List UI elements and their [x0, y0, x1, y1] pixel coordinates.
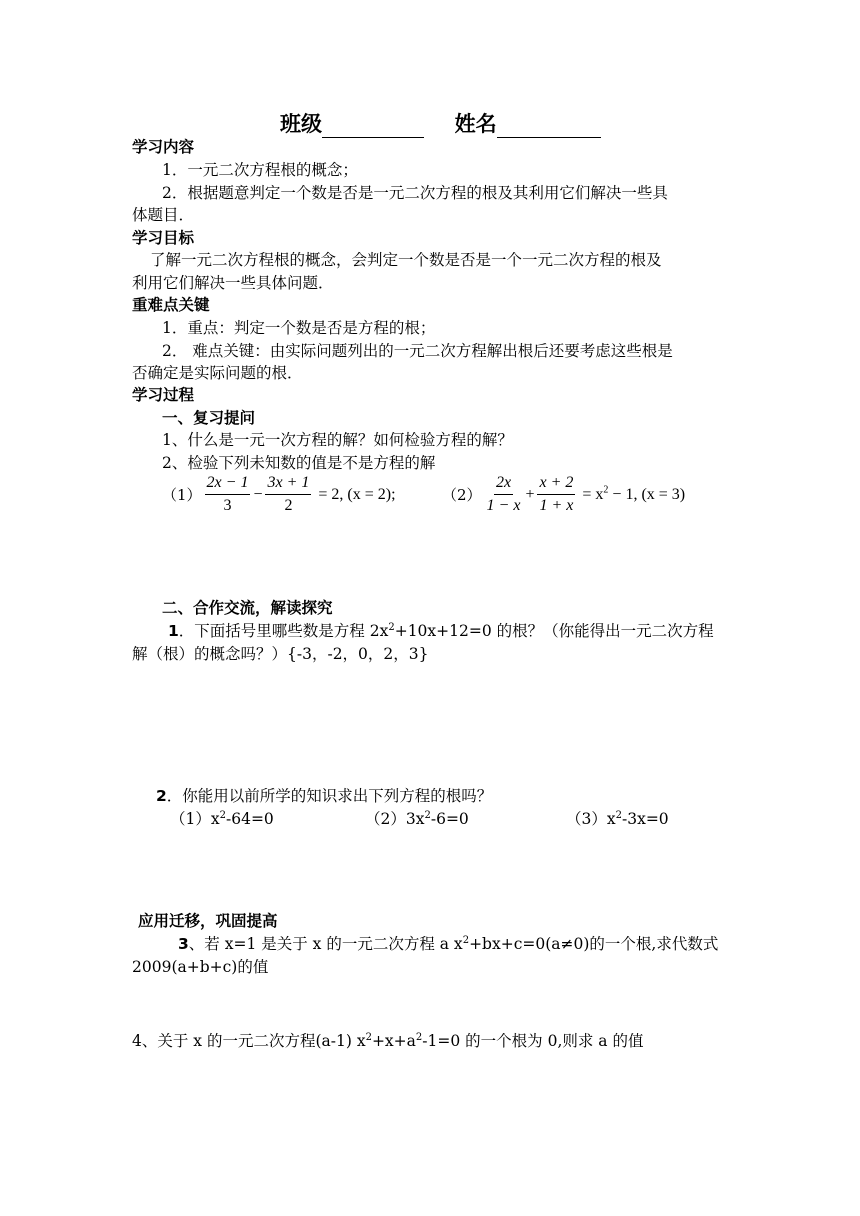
eq-text: （3）x: [566, 810, 616, 828]
fraction: [485, 474, 523, 515]
apply-question-3-text: 、若 x=1 是关于 x 的一元二次方程 a x: [188, 935, 463, 953]
class-label: 班级: [280, 112, 322, 136]
fraction: [205, 474, 251, 515]
coop-question-2-equation-2: [365, 808, 469, 830]
operator: +: [525, 485, 535, 503]
fraction: [537, 474, 575, 515]
coop-question-1-line-2: 解（根）的概念吗？）{-3，-2，0，2，3}: [132, 645, 429, 663]
apply-question-4-text: 4、关于 x 的一元二次方程(a-1) x: [132, 1032, 366, 1050]
apply-question-4-text-mid: +x+a: [371, 1032, 416, 1050]
review-question-2: 2、检验下列未知数的值是不是方程的解: [162, 454, 436, 472]
equation-2: [442, 474, 685, 515]
content-item-1: 1．一元二次方程根的概念；: [162, 161, 358, 179]
apply-question-4-text-rest: -1=0 的一个根为 0,则求 a 的值: [422, 1032, 644, 1050]
eq-text-rest: -64=0: [225, 810, 274, 828]
superscript: 2: [365, 1031, 372, 1043]
superscript: 2: [415, 1031, 423, 1043]
coop-question-1-text-rest: +10x+12=0 的根？（你能得出一元二次方程: [394, 622, 714, 640]
key-item-1: 1．重点：判定一个数是否是方程的根；: [162, 319, 436, 337]
content-item-2-line-1: 2．根据题意判定一个数是否是一元二次方程的根及其利用它们解决一些具: [162, 184, 668, 202]
equation-2-label: （2）: [442, 486, 482, 504]
coop-heading: 二、合作交流，解读探究: [162, 599, 333, 617]
rhs: [582, 486, 685, 504]
class-blank: [322, 117, 424, 138]
superscript: 2: [388, 621, 395, 633]
denominator: 1 + x: [539, 497, 574, 514]
apply-heading: 应用迁移，巩固提高: [138, 912, 278, 930]
eq-text: （2）3x: [365, 810, 425, 828]
equation-1: [162, 474, 396, 515]
goal-line-1: 了解一元二次方程根的概念，会判定一个数是否是一个一元二次方程的根及: [150, 251, 662, 269]
numerator: x + 2: [537, 474, 575, 495]
numerator: 3x + 1: [265, 474, 311, 495]
name-label: 姓名: [454, 112, 497, 136]
coop-question-2-text: ．你能用以前所学的知识求出下列方程的根吗？: [166, 787, 493, 805]
review-question-1: 1、什么是一元一次方程的解？如何检验方程的解？: [162, 431, 513, 449]
apply-question-4: [132, 1030, 643, 1052]
denominator: 3: [223, 497, 232, 514]
fraction: [265, 474, 311, 515]
content-heading: 学习内容: [132, 138, 195, 156]
superscript: 2: [615, 809, 622, 821]
apply-question-3-number: 3: [178, 935, 189, 953]
numerator: 2x: [494, 474, 513, 495]
superscript: 2: [462, 934, 470, 946]
operator: −: [253, 485, 263, 503]
denominator: 2: [284, 497, 293, 514]
coop-question-2: [156, 785, 492, 807]
name-blank: [497, 117, 601, 138]
eq-text: （1）x: [170, 810, 220, 828]
coop-question-2-equation-3: [566, 808, 669, 830]
denominator: 1 − x: [486, 497, 521, 514]
rhs: = 2, (x = 2);: [318, 485, 396, 503]
rhs-b: − 1, (x = 3): [608, 485, 686, 503]
apply-question-3-text-rest: +bx+c=0(a≠0)的一个根,求代数式: [469, 935, 719, 953]
content-item-2-line-2: 体题目．: [132, 206, 195, 224]
apply-question-3-line-2: 2009(a+b+c)的值: [132, 958, 269, 976]
coop-question-1-line-1: [168, 620, 714, 642]
review-heading: 一、复习提问: [162, 409, 256, 427]
coop-question-1-text: ．下面括号里哪些数是方程 2x: [178, 622, 389, 640]
key-heading: 重难点关键: [132, 296, 210, 314]
eq-text-rest: -6=0: [430, 810, 469, 828]
coop-question-2-number: 2: [156, 787, 167, 805]
superscript: 2: [424, 809, 431, 821]
goal-line-2: 利用它们解决一些具体问题．: [132, 274, 334, 292]
process-heading: 学习过程: [132, 386, 195, 404]
goal-heading: 学习目标: [132, 229, 195, 247]
eq-text-rest: -3x=0: [621, 810, 669, 828]
coop-question-1-number: 1: [168, 622, 179, 640]
header-line: [280, 108, 601, 138]
key-item-2-line-2: 否确定是实际问题的根．: [132, 364, 303, 382]
rhs-a: = x: [582, 485, 604, 503]
equation-1-label: （1）: [162, 486, 202, 504]
coop-question-2-equation-1: [170, 808, 274, 830]
numerator: 2x − 1: [205, 474, 251, 495]
superscript: 2: [219, 809, 226, 821]
rhs-sup: 2: [603, 484, 609, 496]
apply-question-3-line-1: [178, 933, 718, 955]
key-item-2-line-1: 2． 难点关键：由实际问题列出的一元二次方程解出根后还要考虑这些根是: [162, 342, 673, 360]
